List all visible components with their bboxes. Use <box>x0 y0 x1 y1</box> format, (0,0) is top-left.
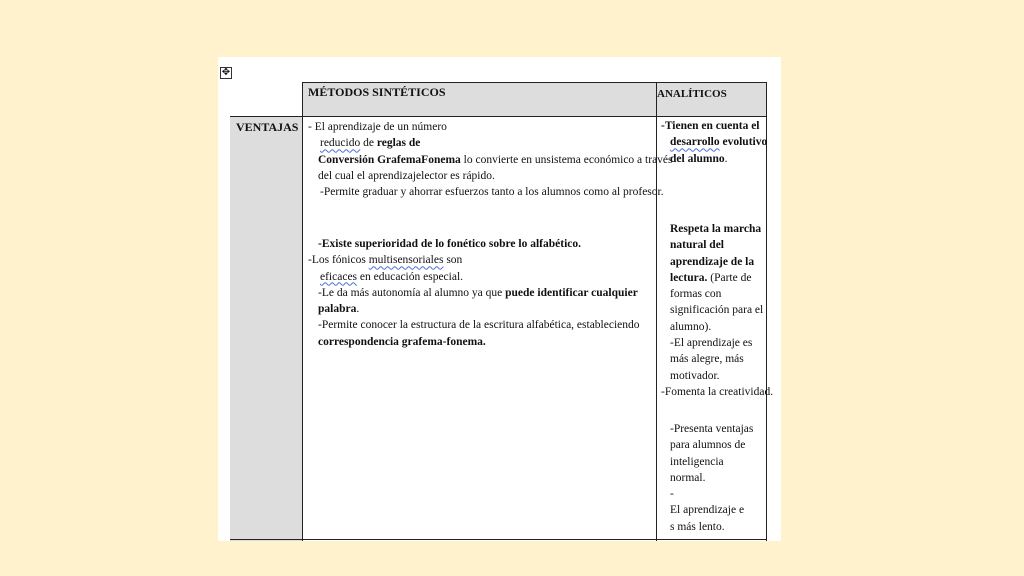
text-line: -Presenta ventajas <box>670 423 754 435</box>
table-border-bottom <box>230 539 767 540</box>
text-line: palabra. <box>318 303 360 316</box>
header-analiticos: ANALÍTICOS <box>657 88 727 100</box>
row-label-ventajas: VENTAJAS <box>236 120 299 134</box>
text-line: correspondencia grafema-fonema. <box>318 335 486 348</box>
text-line: desarrollo evolutivo <box>670 136 768 149</box>
text-line: más alegre, más <box>670 353 744 366</box>
spell-word: multisensoriales <box>368 254 444 267</box>
text-line: aprendizaje de la <box>670 255 755 268</box>
sinteticos-text-2 <box>308 236 640 350</box>
sinteticos-text <box>308 119 673 200</box>
text-line: -Existe superioridad de lo fonético sobre lo alfabético. <box>318 238 581 250</box>
text-line: significación para el <box>670 304 764 317</box>
text-line: natural del <box>670 239 724 252</box>
analiticos-text-2 <box>661 221 773 400</box>
spell-word: reducido <box>320 137 361 150</box>
text-line: -Los fónicos multisensoriales son <box>308 254 463 267</box>
text-line: para alumnos de <box>670 439 746 452</box>
text-line: Conversión GrafemaFonema lo convierte en unsistema económico a través <box>318 153 673 166</box>
text-line: - El aprendizaje de un número <box>308 121 447 133</box>
text-line: eficaces en educación especial. <box>320 270 464 283</box>
text-line: -Tienen en cuenta el <box>661 120 760 132</box>
text-line: del alumno. <box>670 152 728 165</box>
text-line: reducido de reglas de <box>320 137 421 150</box>
analiticos-text-3 <box>661 421 753 535</box>
text-line: Respeta la marcha <box>670 223 762 235</box>
text-line: -Permite graduar y ahorrar esfuerzos tanto a los alumnos como al profesor. <box>320 186 664 199</box>
move-icon[interactable]: ✥ <box>221 67 231 78</box>
text-line: normal. <box>670 471 706 484</box>
text-line: s más lento. <box>670 520 725 533</box>
table-border-top <box>302 82 767 83</box>
text-line: - <box>670 488 674 501</box>
header-sinteticos: MÉTODOS SINTÉTICOS <box>308 85 446 99</box>
text-line: motivador. <box>670 369 720 382</box>
text-line: lectura. (Parte de <box>670 271 752 284</box>
row-label-cell <box>230 116 302 541</box>
text-line: del cual el aprendizajelector es rápido. <box>318 169 495 182</box>
text-line: inteligencia <box>670 455 724 468</box>
table-border-header <box>302 116 767 117</box>
text-line: -Le da más autonomía al alumno ya que puede identificar cualquier <box>318 286 638 299</box>
spell-word: desarrollo <box>670 136 720 149</box>
analiticos-text <box>661 118 767 167</box>
spell-word: eficaces <box>320 270 358 283</box>
document-page <box>218 57 781 541</box>
text-line: -Permite conocer la estructura de la escritura alfabética, estableciendo <box>318 319 640 332</box>
table-border-col1 <box>302 82 303 541</box>
text-line: -Fomenta la creatividad. <box>661 385 774 398</box>
text-line: formas con <box>670 288 722 301</box>
table-border-row <box>230 116 302 117</box>
text-line: alumno). <box>670 320 712 333</box>
text-line: El aprendizaje e <box>670 504 745 517</box>
text-line: -El aprendizaje es <box>670 337 753 350</box>
